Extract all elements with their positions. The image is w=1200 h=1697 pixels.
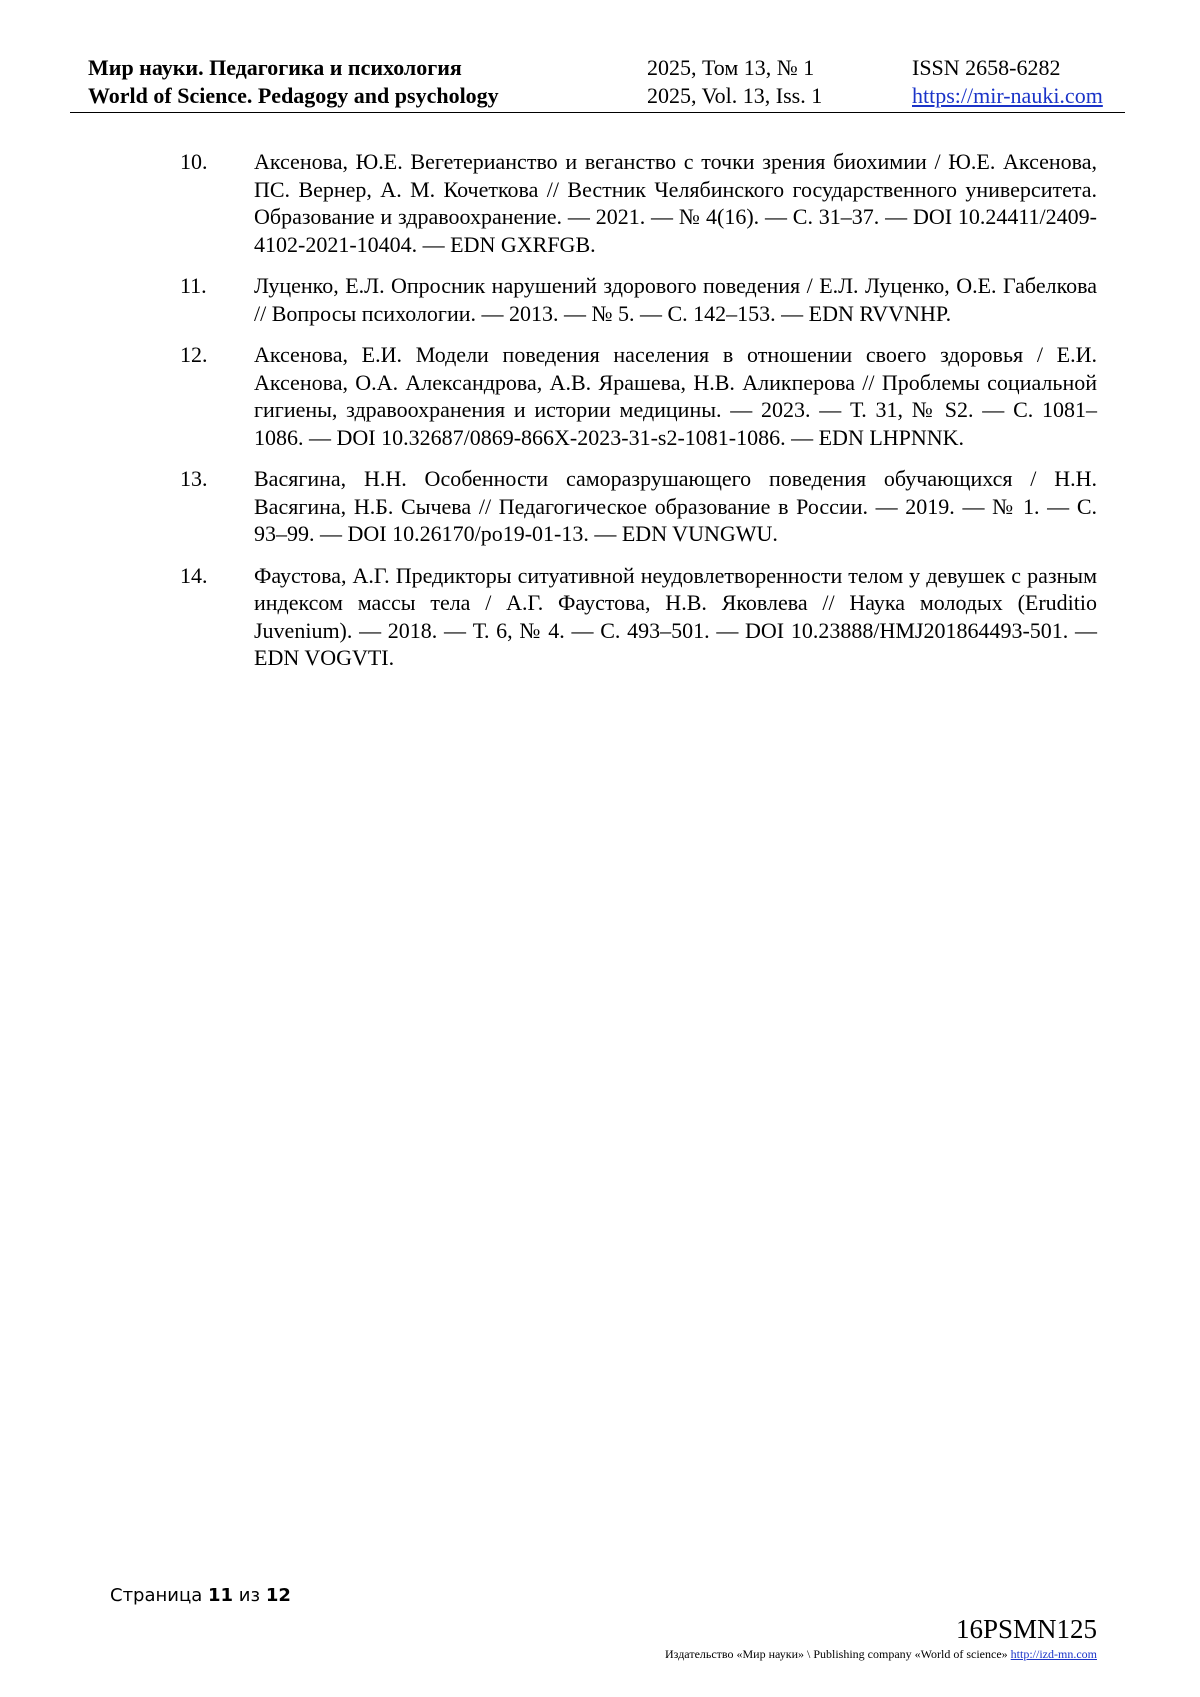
journal-title xyxy=(88,54,499,110)
reference-text: Луценко, Е.Л. Опросник нарушений здорового поведения / Е.Л. Луценко, О.Е. Габелкова // Вопросы психологии. — 2013. — № 5. — С. 142–153. — EDN RVVNHP. xyxy=(254,273,1097,326)
reference-item xyxy=(180,148,1097,258)
reference-number: 14. xyxy=(180,562,208,588)
issue-info-ru: 2025, Том 13, № 1 xyxy=(647,55,815,80)
page-prefix: Страница xyxy=(110,1585,203,1606)
publisher-line xyxy=(665,1647,1097,1661)
journal-title-ru: Мир науки. Педагогика и психология xyxy=(88,55,462,80)
journal-title-en: World of Science. Pedagogy and psychology xyxy=(88,83,499,108)
reference-text: Фаустова, А.Г. Предикторы ситуативной неудовлетворенности телом у девушек с разным индексом массы тела / А.Г. Фаустова, Н.В. Яковлева // Наука молодых (Eruditio Juvenium). — 2018. — Т. 6, № 4. — С. 493–501. — DOI 10.23888/HMJ201864493-501. — EDN VOGVTI. xyxy=(254,562,1097,670)
journal-url-link[interactable]: https://mir-nauki.com xyxy=(912,83,1103,108)
reference-number: 13. xyxy=(180,466,208,491)
reference-text: Аксенова, Е.И. Модели поведения населения в отношении своего здоровья / Е.И. Аксенова, О.А. Александрова, А.В. Ярашева, Н.В. Аликперова // Проблемы социальной гигиены, здравоохранения и истории медицины. — 2023. — Т. 31, № S2. — С. 1081–1086. — DOI 10.32687/0869-866X-2023-31-s2-1081-1086. — EDN LHPNNK. xyxy=(254,342,1097,450)
issue-info-en: 2025, Vol. 13, Iss. 1 xyxy=(647,83,823,108)
article-code: 16PSMN125 xyxy=(955,1614,1097,1644)
issn: ISSN 2658-6282 xyxy=(912,55,1061,80)
reference-text: Аксенова, Ю.Е. Вегетерианство и веганство с точки зрения биохимии / Ю.Е. Аксенова, ПС. Вернер, А. М. Кочеткова // Вестник Челябинского государственного университета. Образование и здравоохранение. — 2021. — № 4(16). — С. 31–37. — DOI 10.24411/2409-4102-2021-10404. — EDN GXRFGB. xyxy=(254,149,1097,257)
page-total: 12 xyxy=(265,1585,291,1606)
reference-number: 12. xyxy=(180,342,208,367)
publisher-text: Издательство «Мир науки» \ Publishing company «World of science» xyxy=(665,1647,1008,1661)
reference-item xyxy=(180,341,1097,451)
reference-text: Васягина, Н.Н. Особенности саморазрушающего поведения обучающихся / Н.Н. Васягина, Н.Б. Сычева // Педагогическое образование в России. — 2019. — № 1. — С. 93–99. — DOI 10.26170/po19-01-13. — EDN VUNGWU. xyxy=(254,466,1097,546)
page-separator: из xyxy=(238,1585,261,1606)
reference-item xyxy=(180,562,1097,672)
reference-item xyxy=(180,465,1097,548)
issue-info xyxy=(647,54,822,110)
reference-number: 10. xyxy=(180,149,208,174)
page-number xyxy=(110,1585,291,1606)
issn-block xyxy=(912,54,1103,110)
page-current: 11 xyxy=(208,1585,234,1606)
running-header xyxy=(70,52,1125,113)
reference-item xyxy=(180,272,1097,327)
reference-list xyxy=(180,148,1097,686)
publisher-url-link[interactable]: http://izd-mn.com xyxy=(1010,1647,1097,1661)
reference-number: 11. xyxy=(180,273,207,298)
